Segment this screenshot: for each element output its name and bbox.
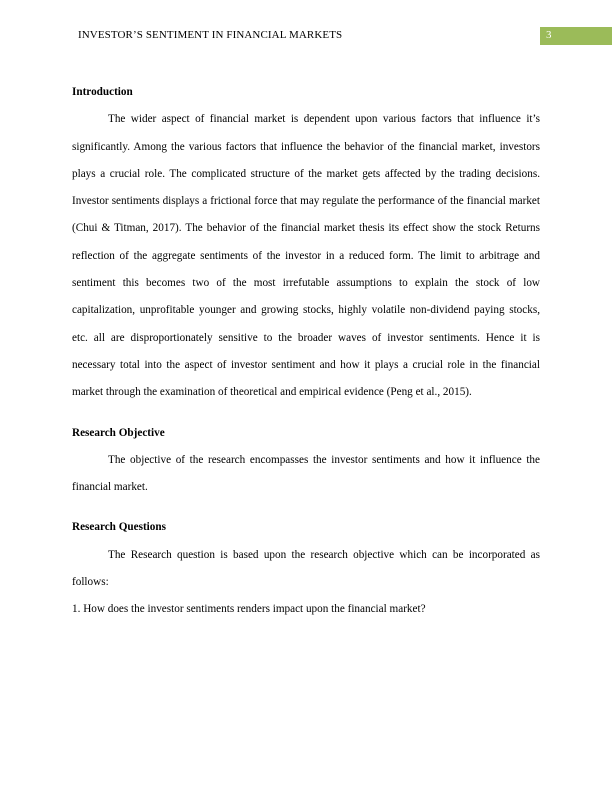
page-number-badge	[540, 27, 612, 45]
introduction-paragraph: The wider aspect of financial market is dependent upon various factors that influence it’s significantly. Among the various factors that influence the behavior of the financial market, investors plays a crucial role. The complicated structure of the market gets affected by the trading decisions. Investor sentiments displays a frictional force that may regulate the performance of the financial market (Chui & Titman, 2017). The behavior of the financial market thesis its effect show the stock Returns reflection of the aggregate sentiments of the investor in a reduced form. The limit to arbitrage and sentiment this becomes two of the most irrefutable assumptions to explain the stock of low capitalization, unprofitable younger and growing stocks, highly volatile non-dividend paying stocks, etc. all are disproportionately sensitive to the broader waves of investor sentiments. Hence it is necessary total into the aspect of investor sentiment and how it plays a crucial role in the financial market through the examination of theoretical and empirical evidence (Peng et al., 2015).	[72, 113, 540, 399]
page-number: 3	[546, 29, 552, 41]
running-header: INVESTOR’S SENTIMENT IN FINANCIAL MARKETS	[78, 29, 343, 41]
research-objective-paragraph: The objective of the research encompasses the investor sentiments and how it influence the financial market.	[72, 453, 540, 494]
research-questions-heading: Research Questions	[72, 521, 166, 534]
research-question-item: 1. How does the investor sentiments renders impact upon the financial market?	[72, 603, 426, 616]
research-questions-paragraph: The Research question is based upon the research objective which can be incorporated as follows:	[72, 548, 540, 589]
introduction-heading: Introduction	[72, 86, 133, 98]
document-body	[72, 79, 540, 624]
section-spacer	[72, 501, 540, 514]
section-spacer	[72, 407, 540, 420]
research-objective-heading: Research Objective	[72, 426, 165, 439]
